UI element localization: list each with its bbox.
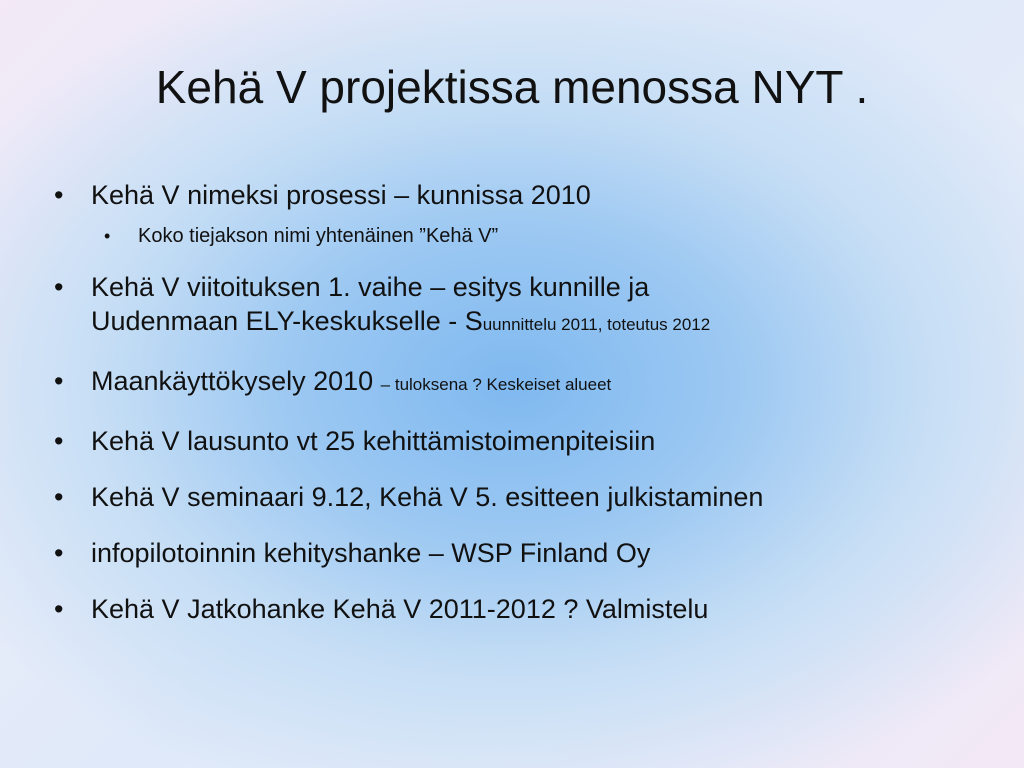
bullet-text: Kehä V Jatkohanke Kehä V 2011-2012 ? Valmistelu <box>91 594 709 624</box>
bullet-item <box>50 592 994 626</box>
bullet-text: Kehä V lausunto vt 25 kehittämistoimenpiteisiin <box>91 426 656 456</box>
bullet-text: infopilotoinnin kehityshanke – WSP Finland Oy <box>91 538 651 568</box>
bullet-text-line2: Uudenmaan ELY-keskukselle - S <box>91 306 483 336</box>
bullet-icon: • <box>54 426 64 456</box>
bullet-text: Kehä V nimeksi prosessi – kunnissa 2010 <box>91 180 591 210</box>
bullet-icon: • <box>54 180 64 210</box>
bullet-icon: • <box>104 226 111 246</box>
bullet-item <box>50 270 994 342</box>
sub-bullet-item <box>50 222 994 250</box>
bullet-icon: • <box>54 594 64 624</box>
bullet-item <box>50 424 994 458</box>
bullet-icon: • <box>54 272 64 302</box>
bullet-item <box>50 480 994 514</box>
bullet-small-text: uunnittelu 2011, toteutus 2012 <box>482 315 711 334</box>
bullet-icon: • <box>54 538 64 568</box>
bullet-item <box>50 178 994 212</box>
bullet-icon: • <box>54 366 64 396</box>
bullet-item <box>50 536 994 570</box>
sub-bullet-text: Koko tiejakson nimi yhtenäinen ”Kehä V” <box>138 225 499 247</box>
slide-title: Kehä V projektissa menossa NYT . <box>155 61 869 113</box>
bullet-text-line1: Kehä V viitoituksen 1. vaihe – esitys kunnille ja <box>91 272 650 302</box>
bullet-icon: • <box>54 482 64 512</box>
bullet-item <box>50 364 994 402</box>
bullet-text: Kehä V seminaari 9.12, Kehä V 5. esitteen julkistaminen <box>91 482 764 512</box>
bullet-text: Maankäyttökysely 2010 <box>91 366 381 396</box>
bullet-list <box>50 178 994 626</box>
bullet-small-text: – tuloksena ? Keskeiset alueet <box>380 375 612 394</box>
